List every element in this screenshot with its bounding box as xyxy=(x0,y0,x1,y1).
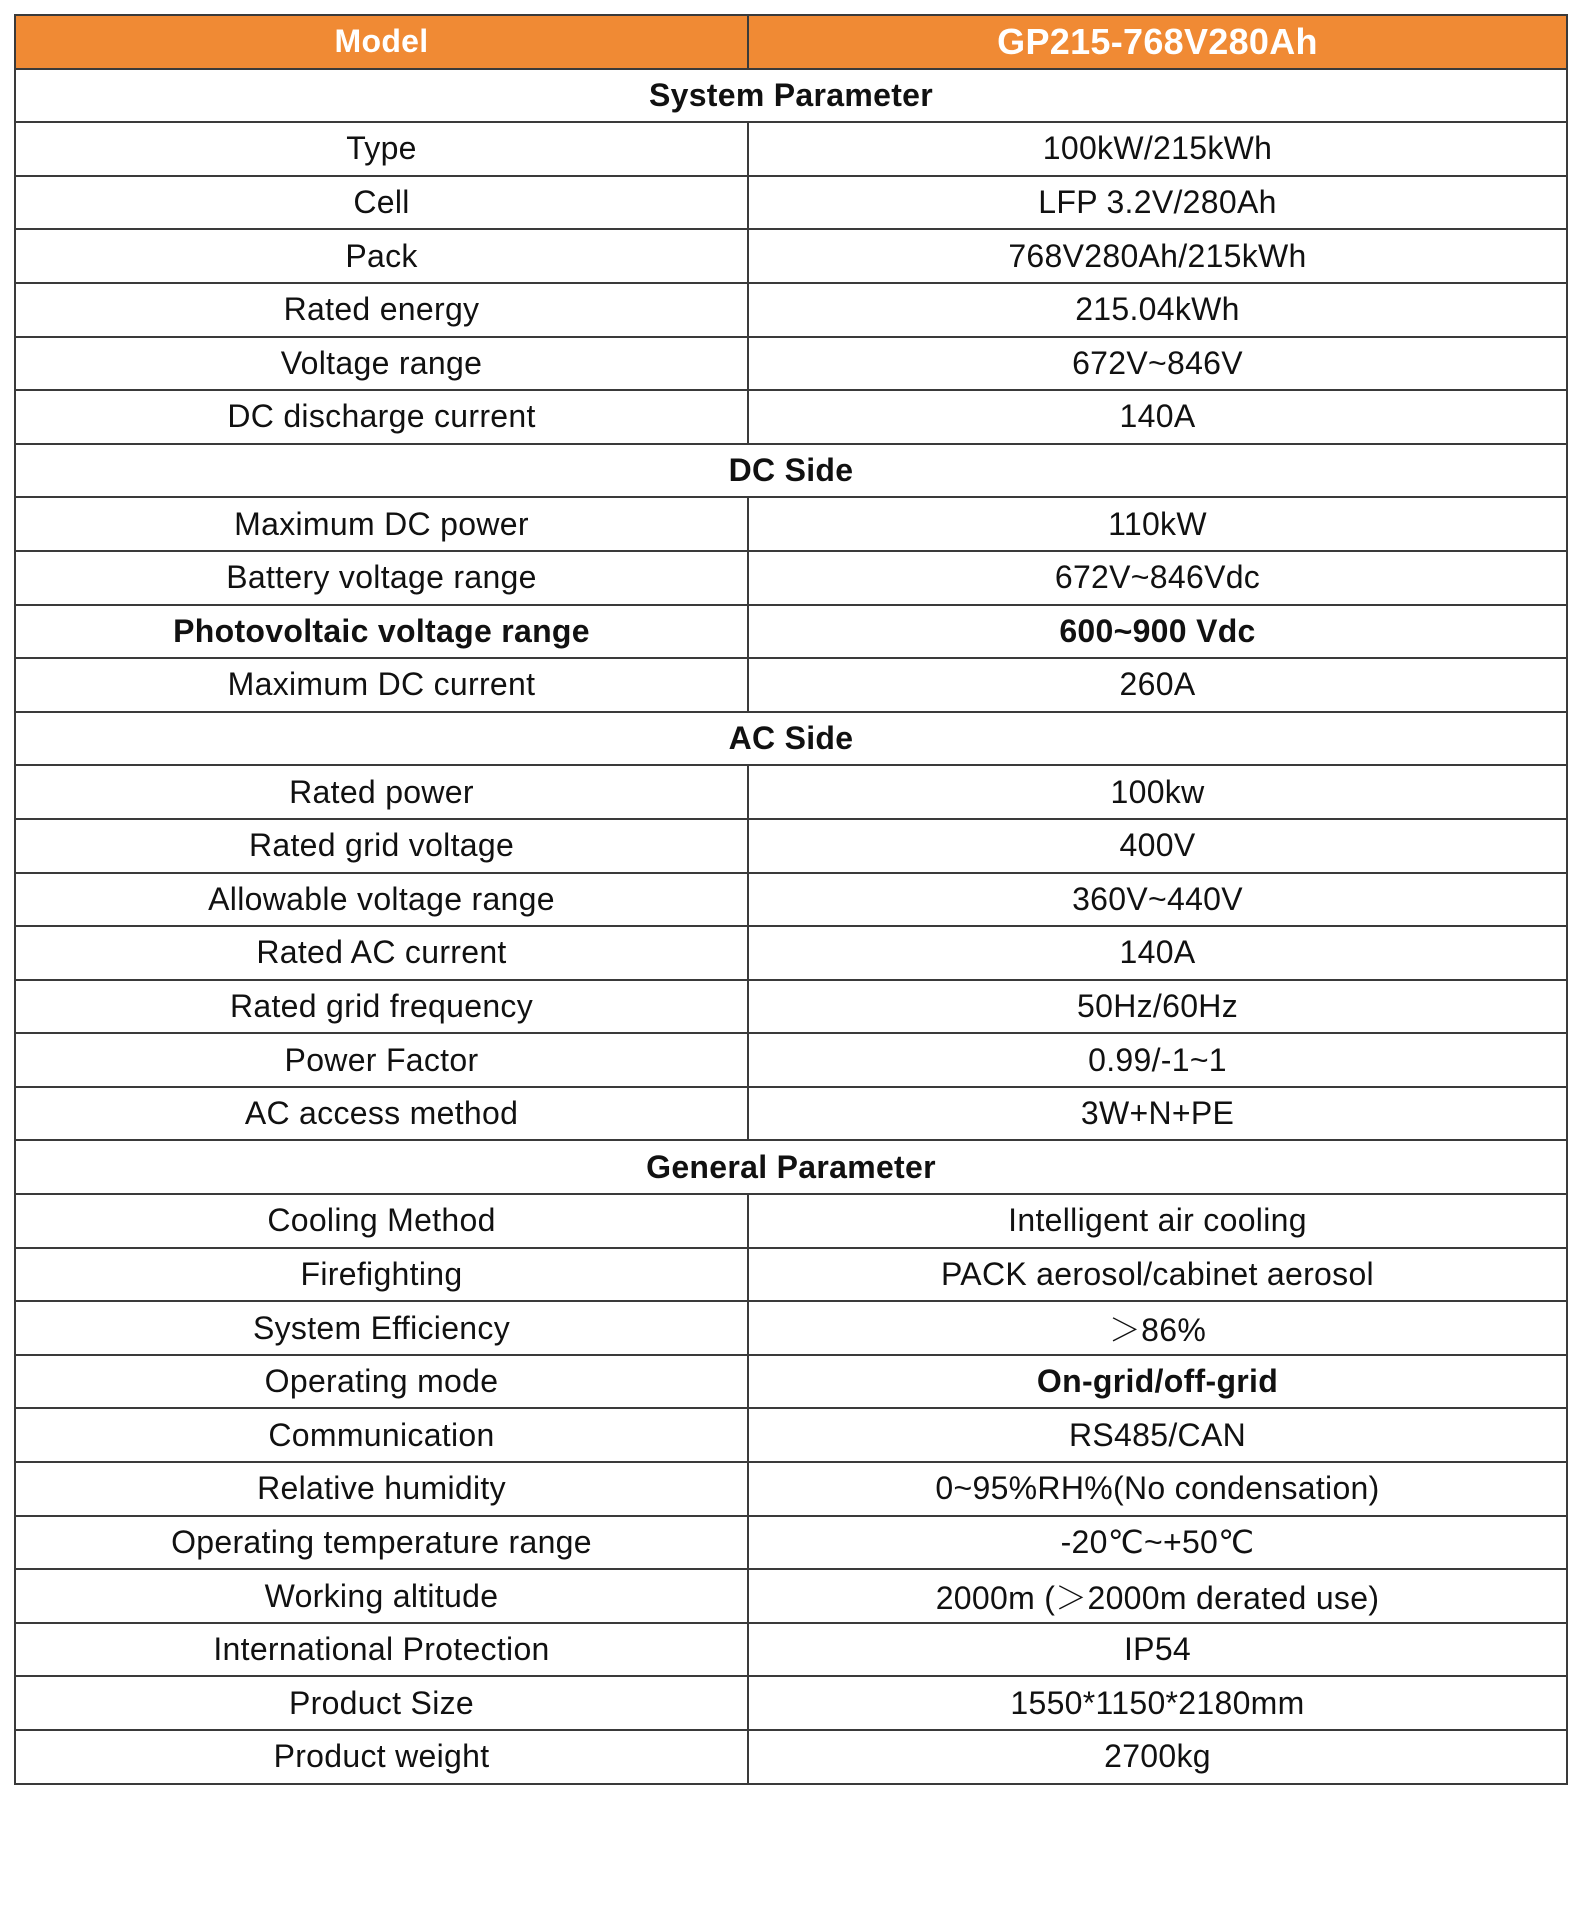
row-value: 50Hz/60Hz xyxy=(748,980,1567,1034)
table-row xyxy=(15,551,1567,605)
table-row xyxy=(15,337,1567,391)
table-row xyxy=(15,926,1567,980)
table-body xyxy=(15,69,1567,1784)
row-value: 672V~846Vdc xyxy=(748,551,1567,605)
table-row xyxy=(15,229,1567,283)
table-row xyxy=(15,873,1567,927)
table-header xyxy=(15,15,1567,69)
row-value: 360V~440V xyxy=(748,873,1567,927)
row-value: On-grid/off-grid xyxy=(748,1355,1567,1409)
row-label: DC discharge current xyxy=(15,390,748,444)
row-label: Cooling Method xyxy=(15,1194,748,1248)
row-value: 1550*1150*2180mm xyxy=(748,1676,1567,1730)
row-value: 3W+N+PE xyxy=(748,1087,1567,1141)
row-value: 100kw xyxy=(748,765,1567,819)
row-label: Operating mode xyxy=(15,1355,748,1409)
table-row xyxy=(15,1730,1567,1784)
section-row xyxy=(15,1140,1567,1194)
table-row xyxy=(15,1623,1567,1677)
table-row xyxy=(15,497,1567,551)
row-value: Intelligent air cooling xyxy=(748,1194,1567,1248)
table-row xyxy=(15,176,1567,230)
row-label: AC access method xyxy=(15,1087,748,1141)
section-row xyxy=(15,69,1567,123)
row-label: System Efficiency xyxy=(15,1301,748,1355)
row-label: Working altitude xyxy=(15,1569,748,1623)
table-row xyxy=(15,980,1567,1034)
row-value: 215.04kWh xyxy=(748,283,1567,337)
table-row xyxy=(15,1087,1567,1141)
row-label: Rated grid frequency xyxy=(15,980,748,1034)
table-row xyxy=(15,1516,1567,1570)
row-label: Operating temperature range xyxy=(15,1516,748,1570)
row-value: PACK aerosol/cabinet aerosol xyxy=(748,1248,1567,1302)
table-row xyxy=(15,1569,1567,1623)
table-row xyxy=(15,283,1567,337)
header-row xyxy=(15,15,1567,69)
row-label: Product weight xyxy=(15,1730,748,1784)
row-value: 2000m (＞2000m derated use) xyxy=(748,1569,1567,1623)
row-value: LFP 3.2V/280Ah xyxy=(748,176,1567,230)
spec-table xyxy=(14,14,1568,1785)
row-value: 140A xyxy=(748,390,1567,444)
row-label: Rated AC current xyxy=(15,926,748,980)
row-value: 400V xyxy=(748,819,1567,873)
model-label: Model xyxy=(15,15,748,69)
row-value: ＞86% xyxy=(748,1301,1567,1355)
row-value: 0~95%RH%(No condensation) xyxy=(748,1462,1567,1516)
table-row xyxy=(15,1676,1567,1730)
table-row xyxy=(15,390,1567,444)
section-title: System Parameter xyxy=(15,69,1567,123)
row-label: Firefighting xyxy=(15,1248,748,1302)
row-value: 110kW xyxy=(748,497,1567,551)
row-label: International Protection xyxy=(15,1623,748,1677)
row-value: 672V~846V xyxy=(748,337,1567,391)
row-value: 2700kg xyxy=(748,1730,1567,1784)
row-value: IP54 xyxy=(748,1623,1567,1677)
table-row xyxy=(15,658,1567,712)
table-row xyxy=(15,819,1567,873)
row-label: Relative humidity xyxy=(15,1462,748,1516)
model-value: GP215-768V280Ah xyxy=(748,15,1567,69)
row-label: Battery voltage range xyxy=(15,551,748,605)
table-row xyxy=(15,1462,1567,1516)
section-title: DC Side xyxy=(15,444,1567,498)
section-row xyxy=(15,444,1567,498)
table-row xyxy=(15,765,1567,819)
table-row xyxy=(15,605,1567,659)
row-value: 260A xyxy=(748,658,1567,712)
table-row xyxy=(15,1194,1567,1248)
row-value: -20℃~+50℃ xyxy=(748,1516,1567,1570)
row-value: 100kW/215kWh xyxy=(748,122,1567,176)
table-row xyxy=(15,1248,1567,1302)
row-label: Rated grid voltage xyxy=(15,819,748,873)
row-label: Cell xyxy=(15,176,748,230)
section-title: General Parameter xyxy=(15,1140,1567,1194)
table-row xyxy=(15,1408,1567,1462)
row-label: Product Size xyxy=(15,1676,748,1730)
table-row xyxy=(15,1033,1567,1087)
row-label: Pack xyxy=(15,229,748,283)
row-label: Rated energy xyxy=(15,283,748,337)
row-label: Power Factor xyxy=(15,1033,748,1087)
table-row xyxy=(15,1301,1567,1355)
row-value: RS485/CAN xyxy=(748,1408,1567,1462)
row-value: 0.99/-1~1 xyxy=(748,1033,1567,1087)
row-value: 140A xyxy=(748,926,1567,980)
table-row xyxy=(15,1355,1567,1409)
row-label: Communication xyxy=(15,1408,748,1462)
section-title: AC Side xyxy=(15,712,1567,766)
row-label: Maximum DC power xyxy=(15,497,748,551)
row-label: Rated power xyxy=(15,765,748,819)
row-label: Photovoltaic voltage range xyxy=(15,605,748,659)
row-value: 768V280Ah/215kWh xyxy=(748,229,1567,283)
row-label: Allowable voltage range xyxy=(15,873,748,927)
row-label: Voltage range xyxy=(15,337,748,391)
table-row xyxy=(15,122,1567,176)
row-value: 600~900 Vdc xyxy=(748,605,1567,659)
row-label: Type xyxy=(15,122,748,176)
row-label: Maximum DC current xyxy=(15,658,748,712)
section-row xyxy=(15,712,1567,766)
